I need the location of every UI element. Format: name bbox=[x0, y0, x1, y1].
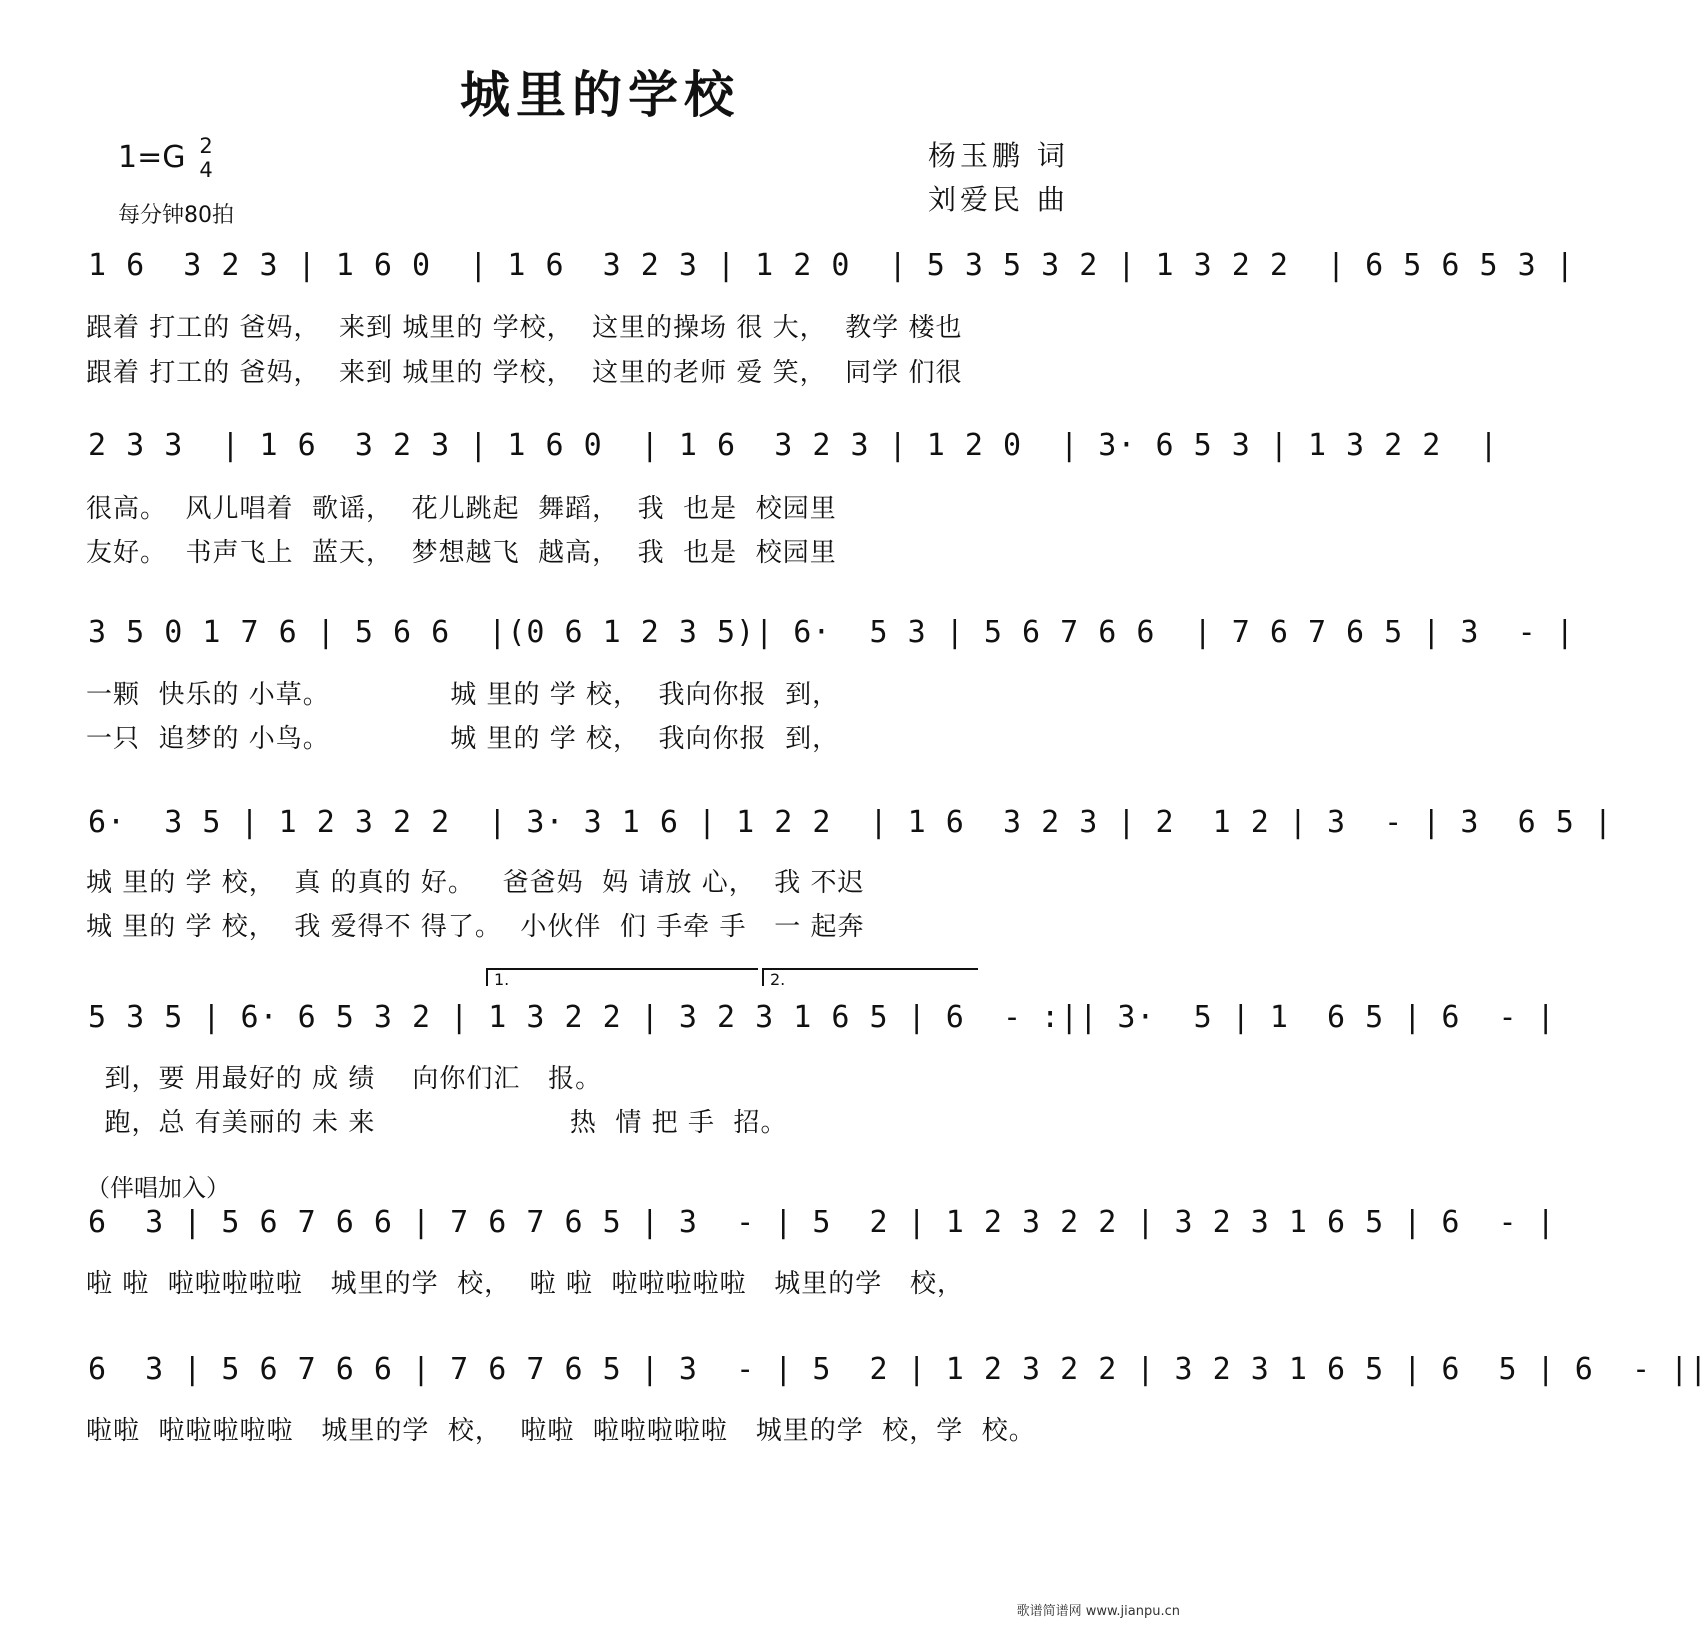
first-ending-label: 1. bbox=[494, 970, 510, 989]
lyrics-line-6: 啦 啦 啦啦啦啦啦 城里的学 校， 啦 啦 啦啦啦啦啦 城里的学 校， bbox=[86, 1269, 965, 1299]
time-signature-bottom: 4 bbox=[199, 158, 213, 182]
notation-line-3: 3 5 0 1 7 6 | 5 6 6 |(0 6 1 2 3 5)| 6· 5 3 | 5 6 7 6 6 | 7 6 7 6 5 | 3 - | bbox=[88, 615, 1575, 650]
time-signature bbox=[197, 134, 215, 182]
lyrics-line-7: 啦啦 啦啦啦啦啦 城里的学 校， 啦啦 啦啦啦啦啦 城里的学 校，学 校。 bbox=[86, 1416, 1036, 1446]
notation-line-7: 6 3 | 5 6 7 6 6 | 7 6 7 6 5 | 3 - | 5 2 | 1 2 3 2 2 | 3 2 3 1 6 5 | 6 5 | 6 - || bbox=[88, 1352, 1708, 1387]
second-ending-bracket bbox=[762, 968, 978, 989]
lyrics-line-4-verse-1: 城 里的 学 校， 真 的真的 好。 爸爸妈 妈 请放 心， 我 不迟 bbox=[86, 868, 865, 898]
first-ending-bracket bbox=[486, 968, 758, 989]
accompaniment-note: （伴唱加入） bbox=[86, 1174, 230, 1202]
notation-line-5: 5 3 5 | 6· 6 5 3 2 | 1 3 2 2 | 3 2 3 1 6 5 | 6 - :|| 3· 5 | 1 6 5 | 6 - | bbox=[88, 1000, 1556, 1035]
lyricist-credit: 杨玉鹏 词 bbox=[928, 139, 1069, 172]
lyrics-line-3-verse-2: 一只 追梦的 小鸟。 城 里的 学 校， 我向你报 到， bbox=[86, 724, 840, 754]
notation-line-2: 2 3 3 | 1 6 3 2 3 | 1 6 0 | 1 6 3 2 3 | 1 2 0 | 3· 6 5 3 | 1 3 2 2 | bbox=[88, 428, 1499, 463]
lyrics-line-4-verse-2: 城 里的 学 校， 我 爱得不 得了。 小伙伴 们 手牵 手 一 起奔 bbox=[86, 912, 865, 942]
notation-line-1: 1 6 3 2 3 | 1 6 0 | 1 6 3 2 3 | 1 2 0 | 5 3 5 3 2 | 1 3 2 2 | 6 5 6 5 3 | bbox=[88, 248, 1575, 283]
second-ending-label: 2. bbox=[770, 970, 786, 989]
tempo-marking: 每分钟80拍 bbox=[118, 203, 234, 228]
notation-line-6: 6 3 | 5 6 7 6 6 | 7 6 7 6 5 | 3 - | 5 2 | 1 2 3 2 2 | 3 2 3 1 6 5 | 6 - | bbox=[88, 1205, 1556, 1240]
lyrics-line-2-verse-1: 很高。 风儿唱着 歌谣， 花儿跳起 舞蹈， 我 也是 校园里 bbox=[86, 494, 837, 524]
notation-line-4: 6· 3 5 | 1 2 3 2 2 | 3· 3 1 6 | 1 2 2 | 1 6 3 2 3 | 2 1 2 | 3 - | 3 6 5 | bbox=[88, 805, 1613, 840]
key-signature: 1=G bbox=[118, 140, 186, 175]
lyrics-line-5-verse-2: 跑，总 有美丽的 未 来 热 情 把 手 招。 bbox=[86, 1108, 788, 1138]
lyrics-line-1-verse-1: 跟着 打工的 爸妈， 来到 城里的 学校， 这里的操场 很 大， 教学 楼也 bbox=[86, 313, 963, 343]
page-title: 城里的学校 bbox=[460, 65, 740, 124]
time-signature-top: 2 bbox=[199, 134, 213, 158]
lyrics-line-2-verse-2: 友好。 书声飞上 蓝天， 梦想越飞 越高， 我 也是 校园里 bbox=[86, 538, 837, 568]
lyrics-line-5-verse-1: 到，要 用最好的 成 绩 向你们汇 报。 bbox=[86, 1064, 603, 1094]
lyrics-line-3-verse-1: 一颗 快乐的 小草。 城 里的 学 校， 我向你报 到， bbox=[86, 680, 840, 710]
site-watermark: 歌谱简谱网 www.jianpu.cn bbox=[1016, 1604, 1180, 1619]
lyrics-line-1-verse-2: 跟着 打工的 爸妈， 来到 城里的 学校， 这里的老师 爱 笑， 同学 们很 bbox=[86, 358, 963, 388]
composer-credit: 刘爱民 曲 bbox=[928, 183, 1069, 216]
